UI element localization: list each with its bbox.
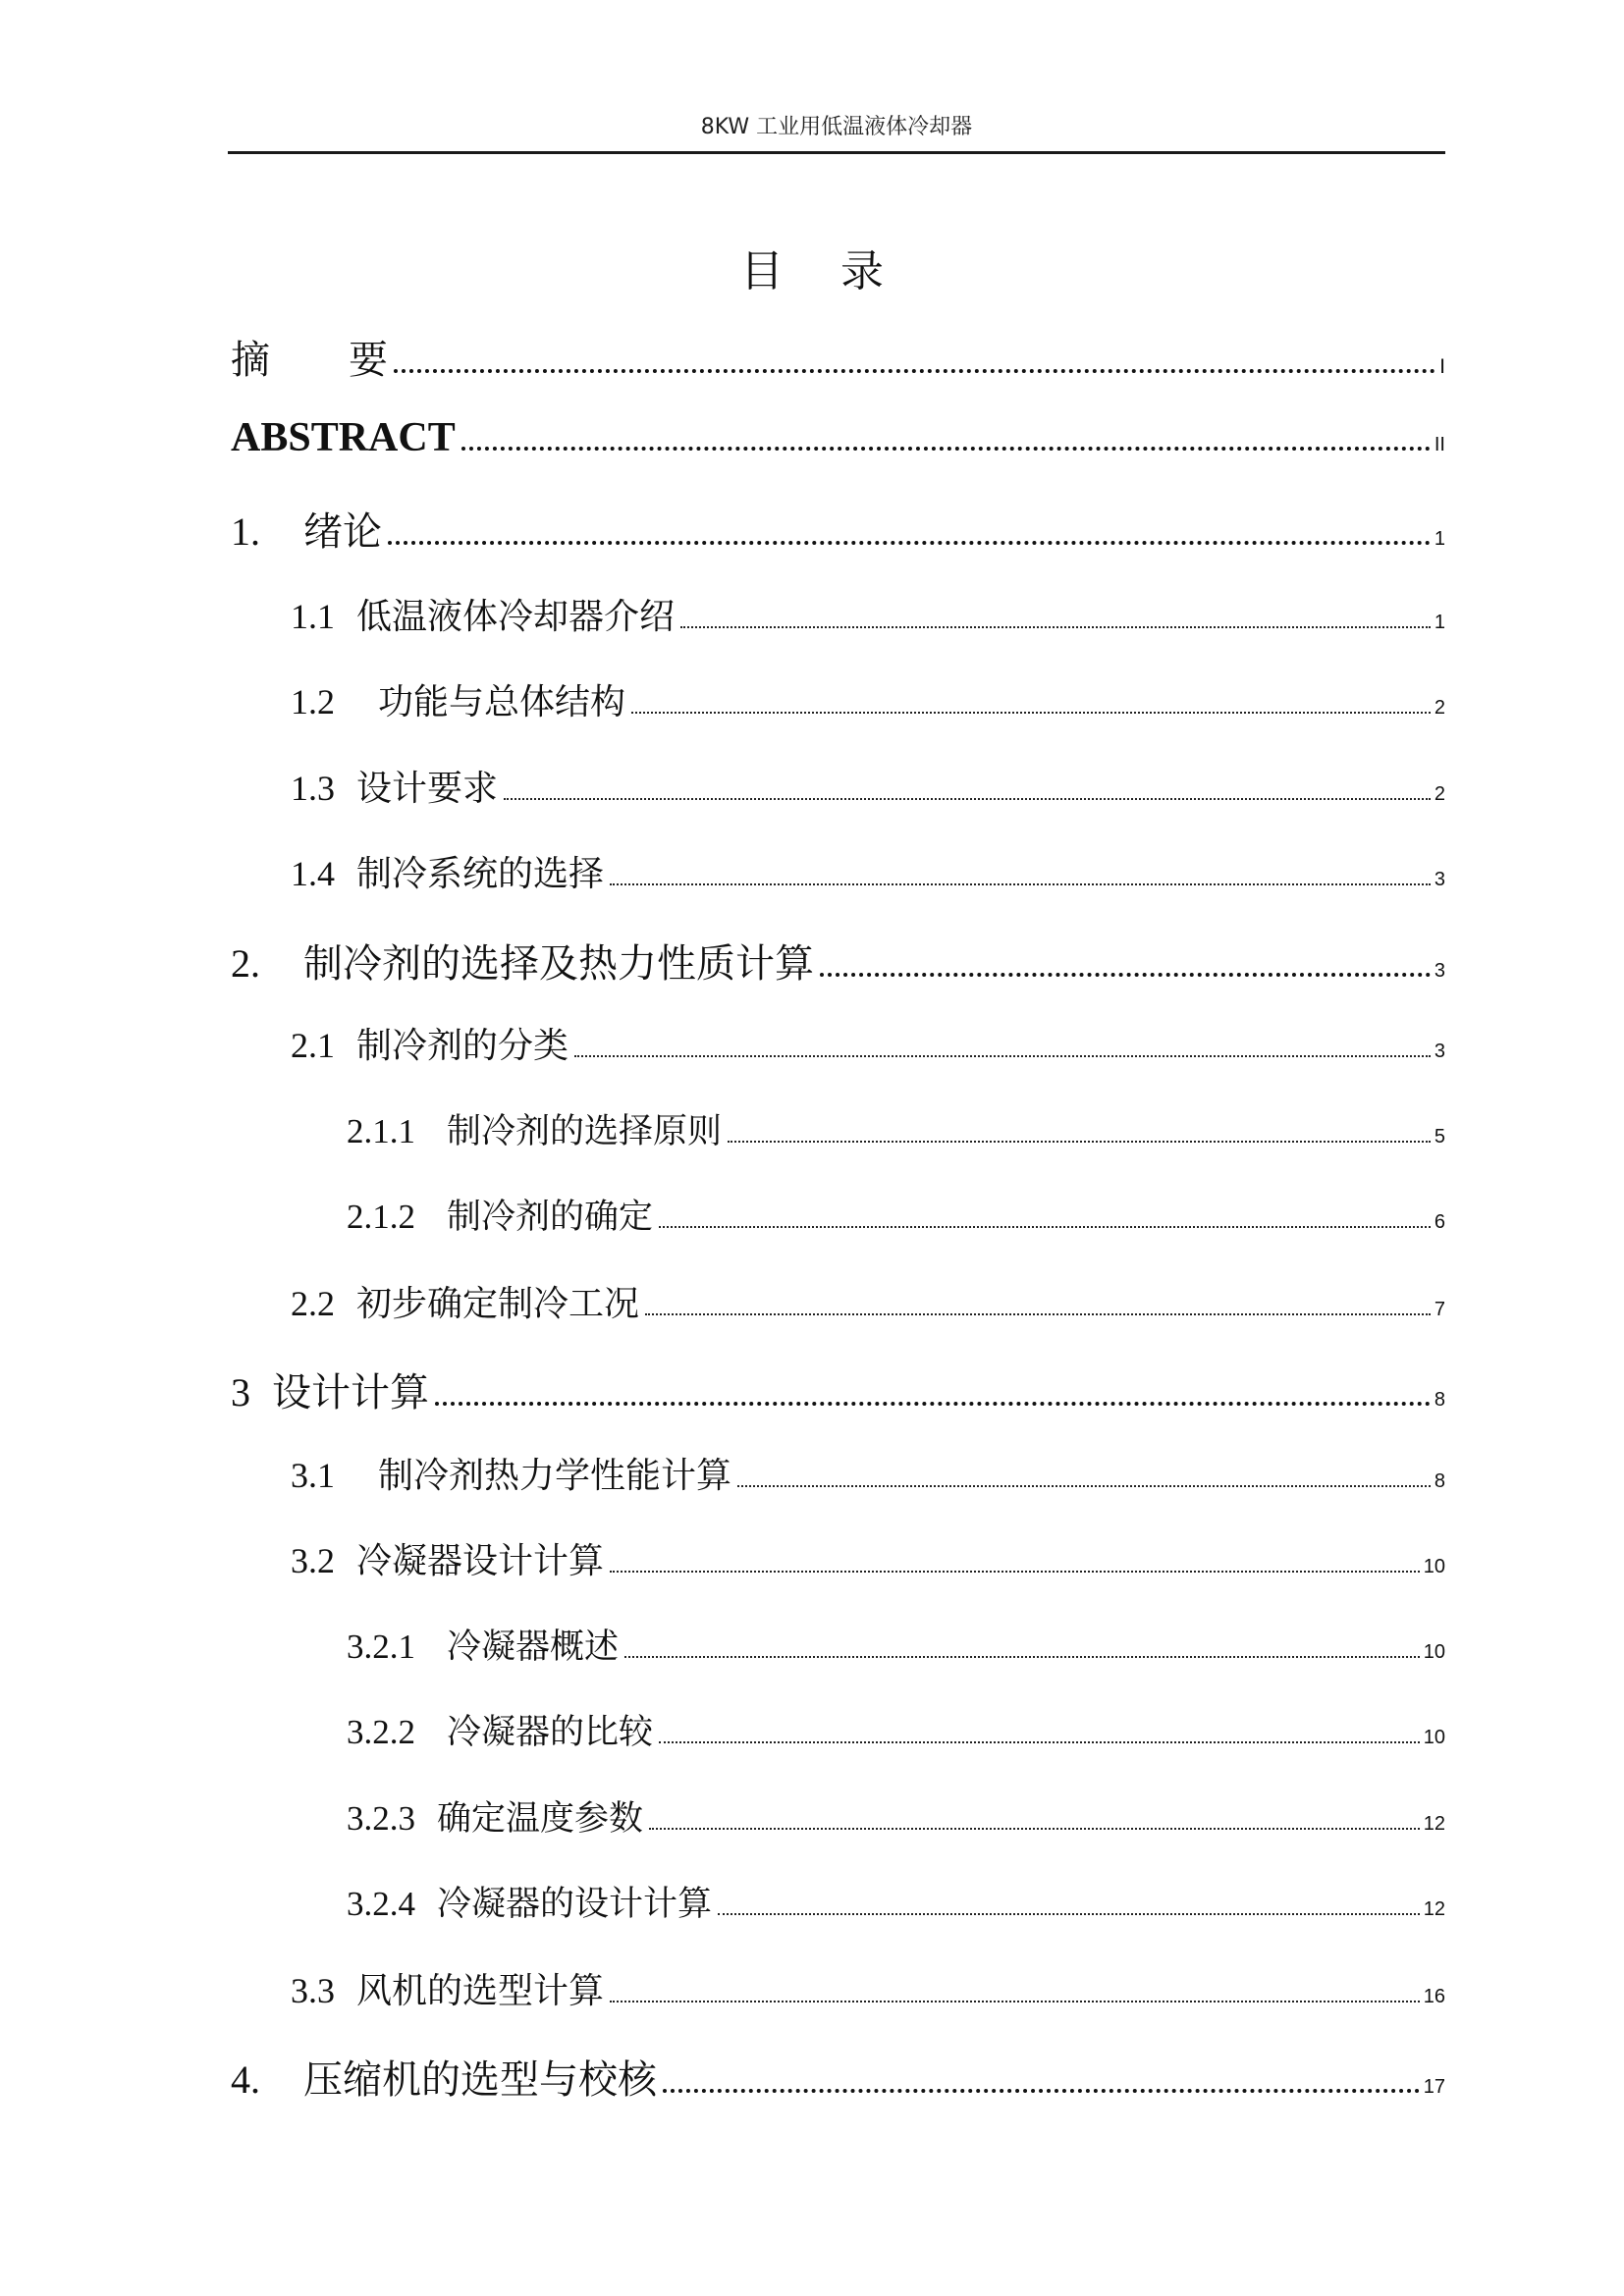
toc-entry-number: 1.1 (291, 597, 335, 636)
toc-entry-2-1[interactable] (291, 1018, 1445, 1068)
toc-entry-number: 3.2.1 (347, 1628, 415, 1666)
toc-entry-text: ABSTRACT (231, 415, 456, 460)
toc-page-number: 7 (1434, 1299, 1445, 1320)
toc-dot-leader (820, 973, 1431, 977)
toc-dot-leader (728, 1141, 1431, 1143)
toc-page-number: 12 (1423, 1813, 1445, 1835)
toc-page-number: II (1434, 434, 1445, 455)
toc-dot-leader (680, 626, 1431, 628)
toc-dot-leader (435, 1402, 1431, 1406)
toc-page-number: 1 (1434, 612, 1445, 633)
toc-entry-text: 制冷剂的选择原则 (447, 1112, 723, 1151)
toc-page-number: 2 (1434, 783, 1445, 805)
toc-dot-leader (737, 1485, 1431, 1487)
toc-dot-leader (574, 1055, 1431, 1057)
toc-entry-number: 2.1.2 (347, 1198, 415, 1236)
toc-entry-text: 初步确定制冷工况 (356, 1284, 640, 1324)
toc-page-number: 6 (1434, 1211, 1445, 1233)
toc-entry-text: 低温液体冷却器介绍 (356, 597, 676, 637)
toc-dot-leader (659, 1226, 1431, 1228)
toc-entry-3-2-1[interactable] (347, 1620, 1445, 1669)
toc-entry-number: 3.2.3 (347, 1799, 415, 1838)
toc-entry-1-3[interactable] (291, 761, 1445, 811)
toc-entry-number: 1. (231, 509, 260, 554)
toc-dot-leader (461, 447, 1431, 451)
toc-entry-text: 冷凝器的比较 (447, 1713, 654, 1752)
toc-entry-1-4[interactable] (291, 846, 1445, 896)
toc-title: 目 录 (740, 246, 905, 296)
toc-entry-3-2-3[interactable] (347, 1791, 1445, 1841)
toc-page-number: 3 (1434, 1041, 1445, 1062)
toc-entry-abstract-cn[interactable] (231, 329, 1445, 385)
toc-dot-leader (631, 712, 1431, 714)
toc-dot-leader (610, 1571, 1420, 1573)
toc-entry-number: 3 (231, 1370, 250, 1415)
toc-page-number: 1 (1434, 528, 1445, 550)
toc-entry-number: 2.1 (291, 1026, 335, 1065)
header-title: 8KW 工业用低温液体冷却器 (700, 115, 973, 139)
toc-page-number: 3 (1434, 960, 1445, 982)
toc-entry-text: 风机的选型计算 (356, 1971, 605, 2011)
toc-page-number: 16 (1423, 1986, 1445, 2007)
toc-entry-number: 3.2.4 (347, 1885, 415, 1923)
toc-entry-number: 2.1.1 (347, 1112, 415, 1150)
toc-entry-abstract-en[interactable] (231, 414, 1445, 461)
toc-dot-leader (649, 1828, 1420, 1830)
toc-dot-leader (663, 2089, 1420, 2093)
toc-page-number: 8 (1434, 1389, 1445, 1411)
toc-entry-number: 3.1 (291, 1456, 335, 1495)
toc-entry-2-2[interactable] (291, 1276, 1445, 1326)
toc-entry-text: 冷凝器概述 (447, 1628, 620, 1667)
toc-entry-2[interactable] (231, 933, 1445, 988)
toc-entry-3-1[interactable] (291, 1448, 1445, 1498)
toc-entry-1[interactable] (231, 501, 1445, 557)
toc-entry-text: 设计计算 (272, 1370, 429, 1415)
toc-entry-text: 压缩机的选型与校核 (303, 2057, 657, 2103)
toc-dot-leader (394, 369, 1435, 373)
toc-entry-text: 制冷剂热力学性能计算 (378, 1456, 732, 1496)
toc-entry-number: 3.3 (291, 1971, 335, 2010)
toc-page-number: 8 (1434, 1470, 1445, 1492)
toc-entry-4[interactable] (231, 2049, 1445, 2105)
toc-entry-text: 制冷剂的分类 (356, 1026, 569, 1066)
toc-entry-number: 2. (231, 941, 260, 986)
toc-page-number: 5 (1434, 1126, 1445, 1148)
toc-dot-leader (659, 1741, 1420, 1743)
toc-dot-leader (718, 1913, 1420, 1915)
toc-entry-number: 2.2 (291, 1284, 335, 1323)
toc-entry-text: 功能与总体结构 (378, 682, 626, 722)
toc-page-number: 3 (1434, 869, 1445, 890)
toc-page-number: 17 (1423, 2076, 1445, 2098)
toc-entry-number: 4. (231, 2057, 260, 2102)
toc-entry-3-2-4[interactable] (347, 1877, 1445, 1926)
toc-dot-leader (624, 1656, 1420, 1658)
toc-entry-3-2-2[interactable] (347, 1705, 1445, 1754)
toc-entry-1-2[interactable] (291, 674, 1445, 724)
toc-dot-leader (504, 798, 1431, 800)
toc-entry-number: 3.2.2 (347, 1713, 415, 1751)
toc-page-number: 10 (1423, 1727, 1445, 1748)
toc-page-number: 2 (1434, 697, 1445, 719)
toc-entry-text: 制冷系统的选择 (356, 854, 605, 894)
toc-entry-text: 设计要求 (356, 769, 499, 809)
toc-entry-text: 摘 要 (231, 338, 388, 383)
toc-entry-text: 绪论 (303, 509, 382, 555)
toc-entry-text: 冷凝器的设计计算 (437, 1885, 713, 1924)
toc-entry-text: 确定温度参数 (437, 1799, 644, 1839)
toc-page-number: 12 (1423, 1898, 1445, 1920)
toc-entry-number: 1.3 (291, 769, 335, 808)
toc-dot-leader (610, 883, 1431, 885)
toc-entry-number: 1.2 (291, 682, 335, 721)
toc-entry-number: 1.4 (291, 854, 335, 893)
toc-entry-text: 冷凝器设计计算 (356, 1541, 605, 1581)
toc-dot-leader (610, 2001, 1420, 2002)
toc-dot-leader (645, 1313, 1431, 1315)
toc-entry-1-1[interactable] (291, 589, 1445, 639)
toc-entry-text: 制冷剂的确定 (447, 1198, 654, 1237)
toc-page-number: 10 (1423, 1556, 1445, 1577)
toc-entry-3-3[interactable] (291, 1963, 1445, 2013)
toc-entry-3[interactable] (231, 1362, 1445, 1417)
toc-dot-leader (388, 541, 1431, 545)
toc-entry-3-2[interactable] (291, 1533, 1445, 1583)
toc-entry-2-1-1[interactable] (347, 1104, 1445, 1153)
page-header (228, 108, 1445, 154)
toc-entry-text: 制冷剂的选择及热力性质计算 (303, 941, 814, 987)
toc-page-number: Ⅰ (1439, 356, 1445, 378)
toc-entry-number: 3.2 (291, 1541, 335, 1580)
toc-page-number: 10 (1423, 1641, 1445, 1663)
toc-entry-2-1-2[interactable] (347, 1190, 1445, 1239)
